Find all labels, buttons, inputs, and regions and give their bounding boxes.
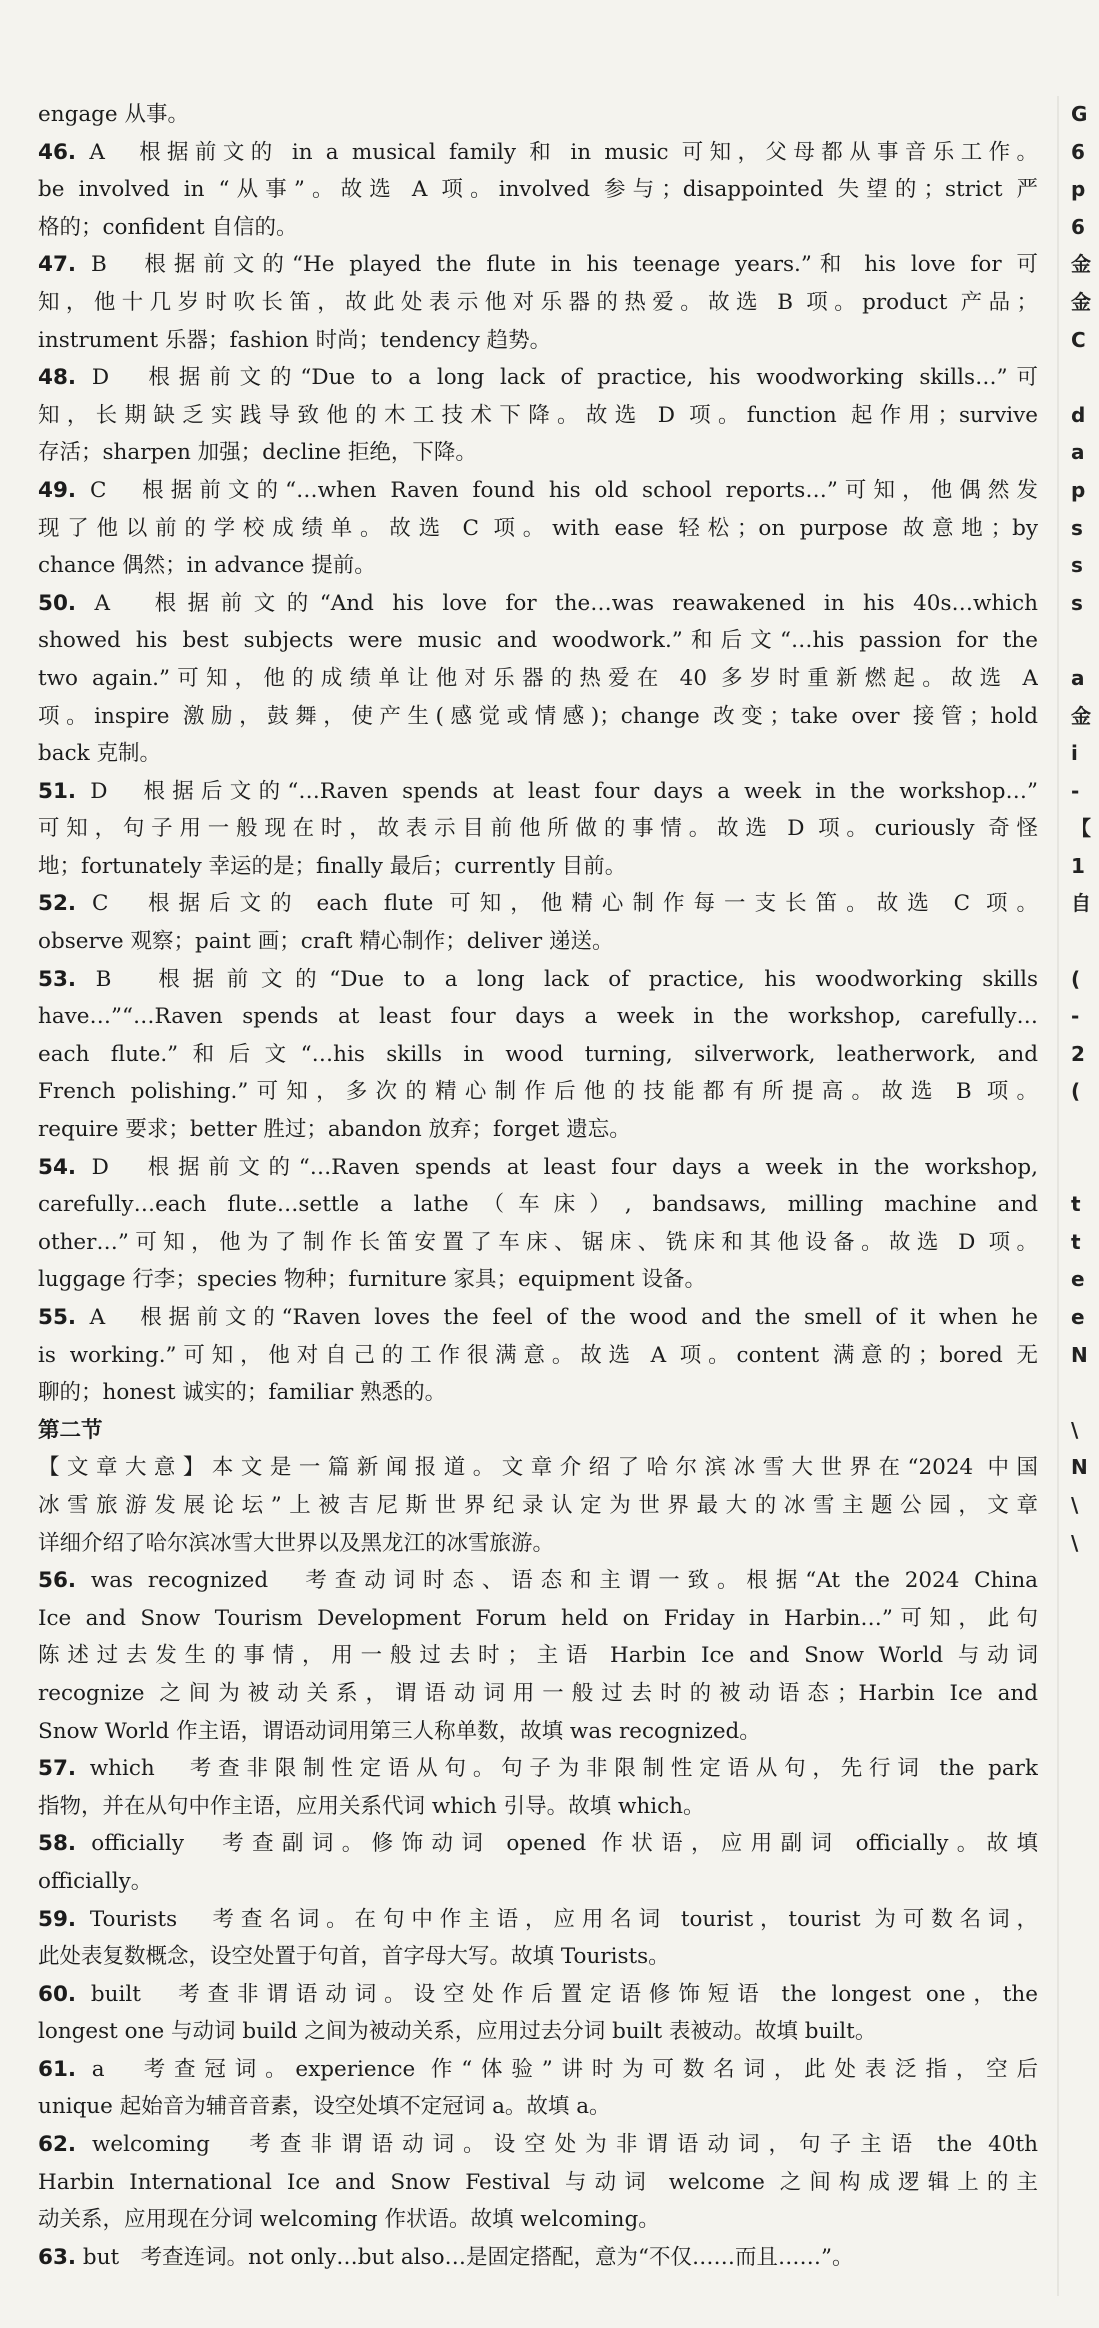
text-line: 57. which 考查非限制性定语从句。句子为非限制性定语从句，先行词 the park (38, 1756, 1038, 1782)
question-number: 54. (38, 1154, 77, 1180)
text-line: 格的；confident 自信的。 (38, 214, 298, 240)
edge-char: a (1071, 665, 1085, 690)
edge-char: 1 (1071, 853, 1085, 878)
text-line: recognize 之间为被动关系，谓语动词用一般过去时的被动语态；Harbin Ice and (38, 1680, 1038, 1706)
edge-char: s (1071, 553, 1083, 578)
edge-char: N (1071, 1342, 1088, 1367)
question-number: 49. (38, 477, 77, 503)
text-line: Snow World 作主语，谓语动词用第三人称单数，故填 was recognized。 (38, 1718, 761, 1744)
question-number: 58. (38, 1831, 77, 1857)
edge-char: d (1071, 402, 1086, 427)
edge-char (1071, 1600, 1099, 1638)
question-number: 48. (38, 365, 77, 391)
text-line: 47. B 根据前文的“He played the flute in his teenage years.”和 his love for 可 (38, 252, 1038, 278)
text-line: 地；fortunately 幸运的是；finally 最后；currently 目前。 (38, 853, 627, 879)
question-number: 59. (38, 1906, 77, 1932)
text-line: two again.”可知，他的成绩单让他对乐器的热爱在 40 多岁时重新燃起。故选 A (38, 665, 1038, 691)
edge-char (1071, 1374, 1099, 1412)
edge-char (1071, 1750, 1099, 1788)
edge-char: \ (1071, 1530, 1079, 1555)
edge-char (1071, 1111, 1099, 1149)
edge-char (1071, 359, 1099, 397)
edge-char: - (1071, 1004, 1080, 1029)
edge-char: e (1071, 1305, 1085, 1329)
question-number: 56. (38, 1568, 77, 1594)
question-number: 57. (38, 1756, 77, 1782)
text-line: carefully…each flute…settle a lathe（车床）, bandsaws, milling machine and (38, 1192, 1038, 1218)
text-line: showed his best subjects were music and woodwork.”和后文“…his passion for the (38, 628, 1038, 654)
text-line: 55. A 根据前文的“Raven loves the feel of the wood and the smell of it when he (38, 1305, 1038, 1330)
question-number: 50. (38, 590, 77, 616)
edge-char (1071, 1788, 1099, 1826)
text-line: 可知，句子用一般现在时，故表示目前他所做的事情。故选 D 项。curiously 奇怪 (38, 816, 1038, 842)
text-line: French polishing.”可知，多次的精心制作后他的技能都有所提高。故选 B 项。 (38, 1079, 1038, 1105)
text-line: 知，长期缺乏实践导致他的木工技术下降。故选 D 项。function 起作用；survive (38, 402, 1038, 428)
question-number: 51. (38, 778, 77, 804)
question-number: 63. (38, 2244, 77, 2270)
edge-char: G (1071, 102, 1088, 126)
text-line: 聊的；honest 诚实的；familiar 熟悉的。 (38, 1380, 447, 1406)
text-line: Ice and Snow Tourism Development Forum held on Friday in Harbin…”可知，此句 (38, 1605, 1038, 1631)
answer-explanations (38, 96, 1038, 2276)
text-line: 60. built 考查非谓语动词。设空处作后置定语修饰短语 the longest one，the (38, 1981, 1038, 2007)
text-line: 49. C 根据前文的“…when Raven found his old school reports…”可知，他偶然发 (38, 477, 1038, 503)
text-line: 53. B 根据前文的“Due to a long lack of practice, his woodworking skills (38, 966, 1038, 992)
text-line: officially。 (38, 1868, 153, 1894)
text-line: 详细介绍了哈尔滨冰雪大世界以及黑龙江的冰雪旅游。 (38, 1530, 555, 1556)
edge-char (1071, 1713, 1099, 1751)
text-line: 项。inspire 激励，鼓舞，使产生(感觉或情感)；change 改变；take over 接管；hold (38, 703, 1038, 729)
edge-char: 【 (1071, 816, 1091, 841)
text-line: have…”“…Raven spends at least four days a week in the workshop, carefully… (38, 1004, 1038, 1030)
text-line: 48. D 根据前文的“Due to a long lack of practice, his woodworking skills…”可 (38, 365, 1038, 391)
text-line: 知，他十几岁时吹长笛，故此处表示他对乐器的热爱。故选 B 项。product 产品； (38, 289, 1038, 315)
edge-char: 金 (1071, 289, 1091, 314)
edge-char: i (1071, 741, 1078, 766)
question-number: 62. (38, 2132, 77, 2158)
edge-char: 金 (1071, 703, 1091, 728)
text-line: longest one 与动词 build 之间为被动关系，应用过去分词 built 表被动。故填 built。 (38, 2019, 877, 2045)
text-line: 54. D 根据前文的“…Raven spends at least four days a week in the workshop, (38, 1154, 1038, 1180)
text-line: 59. Tourists 考查名词。在句中作主语，应用名词 tourist，tourist 为可数名词， (38, 1906, 1038, 1932)
question-number: 47. (38, 252, 77, 278)
text-line: 58. officially 考查副词。修饰动词 opened 作状语，应用副词 officially。故填 (38, 1831, 1038, 1857)
edge-char: s (1071, 515, 1083, 540)
edge-char: \ (1071, 1417, 1079, 1442)
question-number: 53. (38, 966, 77, 992)
edge-char: s (1071, 590, 1083, 615)
text-line: 陈述过去发生的事情，用一般过去时；主语 Harbin Ice and Snow World 与动词 (38, 1643, 1038, 1669)
edge-char: p (1071, 477, 1086, 502)
edge-char (1071, 1562, 1099, 1600)
section-heading: 第二节 (38, 1417, 103, 1443)
edge-char (1071, 923, 1099, 961)
text-line: each flute.”和后文“…his skills in wood turning, silverwork, leatherwork, and (38, 1041, 1038, 1067)
page-fold (1057, 96, 1059, 2296)
text-line: unique 起始音为辅音音素，设空处填不定冠词 a。故填 a。 (38, 2094, 611, 2120)
edge-char (1071, 1825, 1099, 1863)
edge-char: 2 (1071, 1041, 1085, 1066)
question-number: 52. (38, 891, 77, 917)
edge-char: - (1071, 778, 1080, 803)
edge-char: ( (1071, 966, 1081, 991)
text-line: engage 从事。 (38, 102, 189, 127)
question-number: 55. (38, 1305, 77, 1330)
edge-char: C (1071, 327, 1086, 352)
edge-char: 金 (1071, 252, 1091, 277)
question-number: 46. (38, 139, 77, 165)
text-line: require 要求；better 胜过；abandon 放弃；forget 遗忘。 (38, 1117, 631, 1143)
edge-char (1071, 1149, 1099, 1187)
text-line: 52. C 根据后文的 each flute 可知，他精心制作每一支长笛。故选 C 项。 (38, 891, 1038, 917)
text-line: instrument 乐器；fashion 时尚；tendency 趋势。 (38, 327, 552, 353)
text-line: 63. but 考查连词。not only…but also…是固定搭配，意为“不仅……而且……”。 (38, 2244, 854, 2270)
text-line: 46. A 根据前文的 in a musical family 和 in music 可知，父母都从事音乐工作。 (38, 139, 1038, 165)
edge-char: 6 (1071, 139, 1085, 164)
edge-char (1071, 1675, 1099, 1713)
text-line: observe 观察；paint 画；craft 精心制作；deliver 递送。 (38, 929, 614, 955)
edge-char (1071, 1637, 1099, 1675)
text-line: 动关系，应用现在分词 welcoming 作状语。故填 welcoming。 (38, 2207, 660, 2233)
text-line: 存活；sharpen 加强；decline 拒绝，下降。 (38, 440, 477, 466)
text-line: 指物，并在从句中作主语，应用关系代词 which 引导。故填 which。 (38, 1793, 705, 1819)
text-line: 【文章大意】本文是一篇新闻报道。文章介绍了哈尔滨冰雪大世界在“2024 中国 (38, 1455, 1038, 1481)
text-line: Harbin International Ice and Snow Festival 与动词 welcome 之间构成逻辑上的主 (38, 2169, 1038, 2195)
edge-char: \ (1071, 1492, 1079, 1517)
text-line: chance 偶然；in advance 提前。 (38, 553, 376, 579)
edge-char: 6 (1071, 214, 1085, 239)
edge-char: e (1071, 1267, 1085, 1292)
text-line: 62. welcoming 考查非谓语动词。设空处为非谓语动词，句子主语 the 40th (38, 2132, 1038, 2158)
edge-char: t (1071, 1192, 1081, 1217)
text-line: be involved in “从事”。故选 A 项。involved 参与；disappointed 失望的；strict 严 (38, 177, 1038, 203)
text-line: 56. was recognized 考查动词时态、语态和主谓一致。根据“At the 2024 China (38, 1568, 1038, 1594)
edge-char (1071, 622, 1099, 660)
text-line: 此处表复数概念，设空处置于句首，首字母大写。故填 Tourists。 (38, 1944, 670, 1970)
text-line: 现了他以前的学校成绩单。故选 C 项。with ease 轻松；on purpose 故意地；by (38, 515, 1038, 541)
text-line: 61. a 考查冠词。experience 作“体验”讲时为可数名词，此处表泛指，空后 (38, 2056, 1038, 2082)
text-line: 51. D 根据后文的“…Raven spends at least four days a week in the workshop…” (38, 778, 1038, 804)
question-number: 60. (38, 1981, 77, 2007)
edge-char: a (1071, 440, 1085, 465)
text-line: back 克制。 (38, 741, 161, 767)
edge-char: p (1071, 177, 1086, 202)
text-line: other…”可知，他为了制作长笛安置了车床、锯床、铣床和其他设备。故选 D 项。 (38, 1229, 1038, 1255)
text-line: 50. A 根据前文的“And his love for the…was reawakened in his 40s…which (38, 590, 1038, 616)
question-number: 61. (38, 2056, 77, 2082)
edge-char: 自 (1071, 891, 1091, 916)
edge-char: N (1071, 1455, 1088, 1480)
text-line: is working.”可知，他对自己的工作很满意。故选 A 项。content 满意的；bored 无 (38, 1342, 1038, 1368)
adjacent-page-edge (1071, 96, 1099, 1863)
text-line: luggage 行李；species 物种；furniture 家具；equipment 设备。 (38, 1267, 706, 1293)
edge-char: t (1071, 1229, 1081, 1254)
text-line: 冰雪旅游发展论坛”上被吉尼斯世界纪录认定为世界最大的冰雪主题公园，文章 (38, 1492, 1038, 1518)
edge-char: ( (1071, 1079, 1081, 1104)
